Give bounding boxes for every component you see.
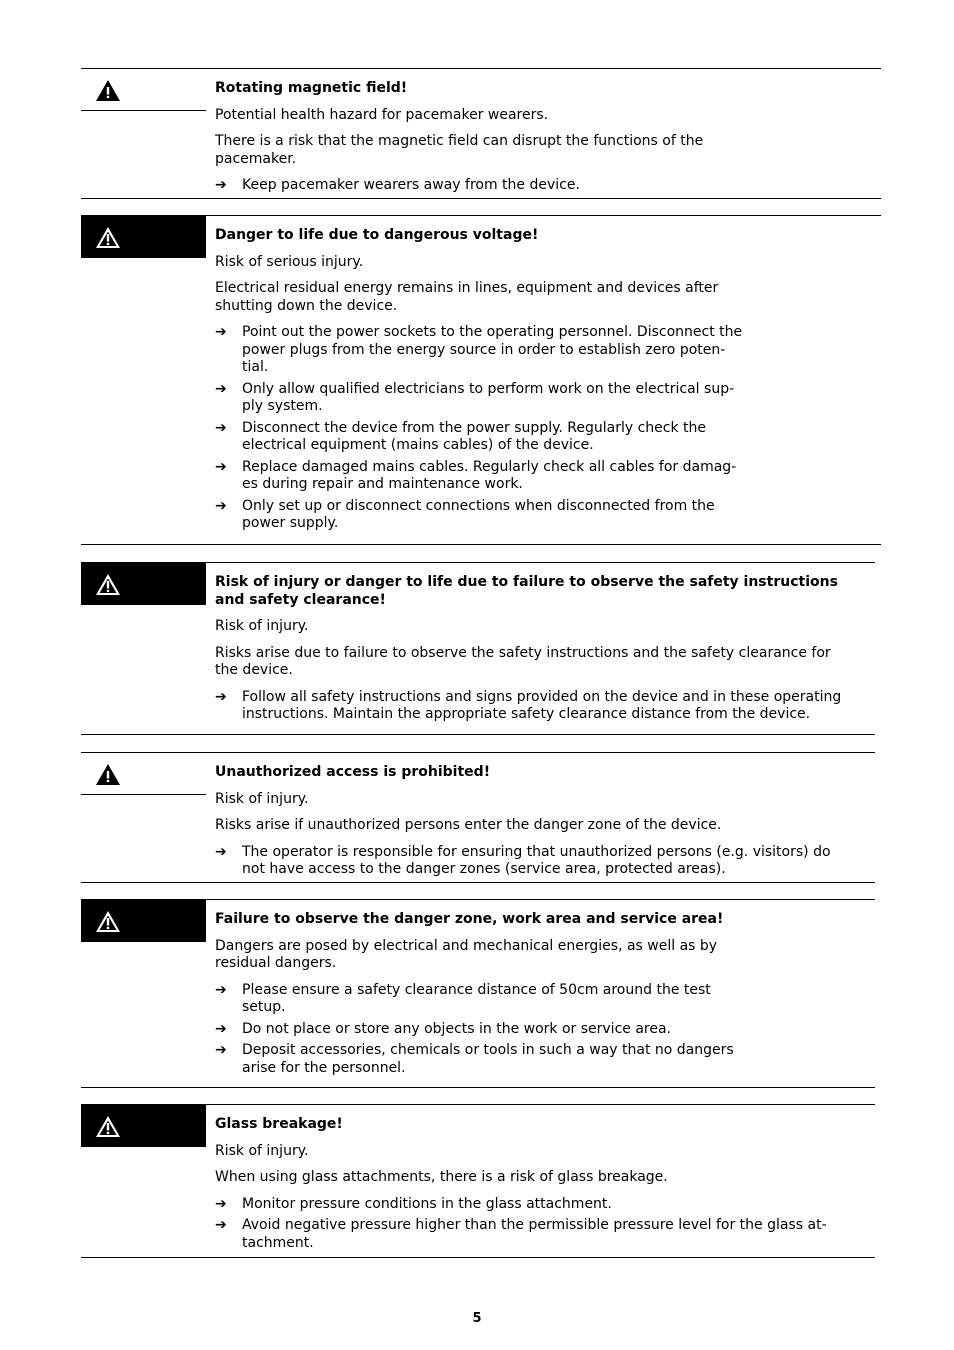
action-text: Disconnect the device from the power supply. Regularly check the electrical equipment (mains cables) of the device. (242, 419, 707, 453)
arrow-right-icon: ➔ (215, 419, 227, 436)
notice-title: Risk of injury or danger to life due to failure to observe the safety instructions and safety clearance! (215, 574, 838, 608)
notice-paragraph: Risk of injury. (215, 618, 309, 634)
warning-symbol-box (81, 69, 206, 111)
action-text: Do not place or store any objects in the work or service area. (242, 1020, 672, 1037)
notice-paragraph: Electrical residual energy remains in lines, equipment and devices after shutting down the device. (215, 280, 719, 314)
notice-paragraph: Risks arise if unauthorized persons enter the danger zone of the device. (215, 817, 722, 833)
notice-title: Unauthorized access is prohibited! (215, 764, 491, 780)
action-text: Keep pacemaker wearers away from the device. (242, 177, 580, 193)
notice-body (215, 764, 831, 883)
notice-paragraph: Risk of injury. (215, 1142, 309, 1159)
action-item (215, 844, 831, 879)
action-text: Only set up or disconnect connections when disconnected from the power supply. (242, 497, 715, 531)
notice-body (215, 911, 734, 1081)
notice-title: Rotating magnetic field! (215, 80, 408, 96)
notice-paragraph: Potential health hazard for pacemaker wearers. (215, 106, 549, 123)
action-item (215, 381, 742, 416)
danger-symbol-box (81, 563, 206, 605)
safety-notice-1 (81, 68, 881, 199)
notice-title: Glass breakage! (215, 1116, 343, 1132)
action-text: The operator is responsible for ensuring that unauthorized persons (e.g. visitors) do not have access to the danger zones (service area, protected areas). (242, 843, 831, 877)
action-text: Avoid negative pressure higher than the permissible pressure level for the glass at- tachment. (242, 1217, 827, 1251)
arrow-right-icon: ➔ (215, 177, 227, 193)
action-list (215, 689, 841, 724)
action-item (215, 459, 742, 494)
action-list (215, 1196, 827, 1253)
action-item (215, 689, 841, 724)
notice-paragraph: Dangers are posed by electrical and mechanical energies, as well as by residual dangers. (215, 937, 718, 971)
safety-notice-5 (81, 899, 875, 1088)
action-text: Replace damaged mains cables. Regularly check all cables for damag- es during repair and maintenance work. (242, 458, 737, 492)
danger-symbol-box (81, 1105, 206, 1147)
danger-symbol-box (81, 216, 206, 258)
arrow-right-icon: ➔ (215, 497, 227, 514)
safety-notice-3 (81, 562, 875, 735)
warning-symbol-box (81, 753, 206, 795)
notice-body (215, 80, 703, 199)
page-number: 5 (472, 1311, 482, 1326)
arrow-right-icon: ➔ (215, 324, 227, 340)
action-list (215, 844, 831, 879)
action-item (215, 498, 742, 533)
action-text: Please ensure a safety clearance distance of 50cm around the test setup. (242, 981, 711, 1015)
arrow-right-icon: ➔ (215, 1042, 227, 1058)
arrow-right-icon: ➔ (215, 981, 227, 998)
safety-notice-2 (81, 215, 881, 545)
notice-paragraph: There is a risk that the magnetic field can disrupt the functions of the pacemaker. (215, 133, 704, 167)
action-item (215, 1196, 827, 1214)
action-item (215, 420, 742, 455)
action-item (215, 177, 703, 195)
action-text: Point out the power sockets to the operating personnel. Disconnect the power plugs from the energy source in order to establish zero poten- tial. (242, 324, 743, 375)
arrow-right-icon: ➔ (215, 1020, 227, 1037)
arrow-right-icon: ➔ (215, 688, 227, 705)
action-text: Follow all safety instructions and signs provided on the device and in these operating instructions. Maintain the appropriate safety clearance distance from the device. (242, 688, 842, 722)
action-item (215, 1021, 734, 1039)
notice-body (215, 574, 841, 728)
notice-body (215, 227, 742, 537)
action-list (215, 982, 734, 1078)
action-text: Monitor pressure conditions in the glass attachment. (242, 1195, 612, 1212)
action-list (215, 177, 703, 195)
safety-notice-6 (81, 1104, 875, 1258)
action-text: Only allow qualified electricians to perform work on the electrical sup- ply system. (242, 380, 735, 414)
notice-paragraph: Risk of injury. (215, 790, 309, 807)
action-list (215, 324, 742, 533)
arrow-right-icon: ➔ (215, 1195, 227, 1212)
notice-title: Failure to observe the danger zone, work area and service area! (215, 911, 724, 927)
safety-notice-4 (81, 752, 875, 883)
notice-body (215, 1116, 827, 1256)
action-item (215, 324, 742, 377)
arrow-right-icon: ➔ (215, 1217, 227, 1233)
arrow-right-icon: ➔ (215, 380, 227, 397)
notice-paragraph: Risk of serious injury. (215, 253, 364, 270)
arrow-right-icon: ➔ (215, 843, 227, 860)
action-item (215, 982, 734, 1017)
notice-title: Danger to life due to dangerous voltage! (215, 227, 539, 243)
notice-paragraph: Risks arise due to failure to observe the safety instructions and the safety clearance for the device. (215, 644, 831, 678)
action-text: Deposit accessories, chemicals or tools in such a way that no dangers arise for the personnel. (242, 1042, 734, 1076)
danger-symbol-box (81, 900, 206, 942)
action-item (215, 1042, 734, 1077)
arrow-right-icon: ➔ (215, 458, 227, 475)
action-item (215, 1217, 827, 1252)
notice-paragraph: When using glass attachments, there is a risk of glass breakage. (215, 1169, 668, 1185)
